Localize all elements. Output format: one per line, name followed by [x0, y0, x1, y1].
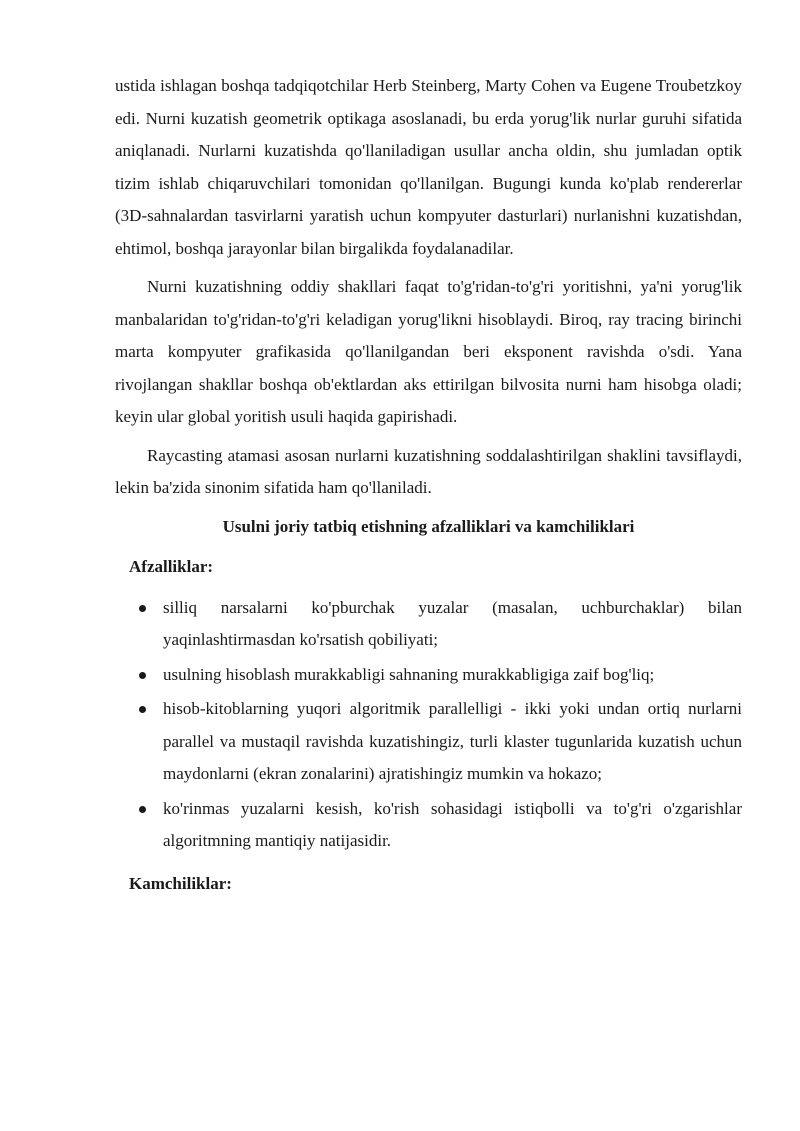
- list-item-text: hisob-kitoblarning yuqori algoritmik parallelligi - ikki yoki undan ortiq nurlarni parallel va mustaqil ravishda kuzatishingiz, turli klaster tugunlarida kuzatish uchun maydonlarni (ekran zonalarini) ajratishingiz mumkin va hokazo;: [163, 699, 742, 783]
- disadvantages-heading: Kamchiliklar:: [129, 873, 232, 893]
- body-paragraph-2: Nurni kuzatishning oddiy shakllari faqat to'g'ridan-to'g'ri yoritishni, ya'ni yorug'lik manbalaridan to'g'ridan-to'g'ri keladigan yorug'likni hisoblaydi. Biroq, ray tracing birinchi marta kompyuter grafikasida qo'llanilgandan beri eksponent ravishda o'sdi. Yana rivojlangan shakllar boshqa ob'ektlardan aks ettirilgan bilvosita nurni ham hisobga oladi; keyin ular global yoritish usuli haqida gapirishadi.: [115, 277, 742, 426]
- body-paragraph-1: ustida ishlagan boshqa tadqiqotchilar Herb Steinberg, Marty Cohen va Eugene Troubetzkoy edi. Nurni kuzatish geometrik optikaga asoslanadi, bu erda yorug'lik nurlar guruhi sifatida aniqlanadi. Nurlarni kuzatishda qo'llaniladigan usullar ancha oldin, shu jumladan optik tizim ishlab chiqaruvchilari tomonidan qo'llanilgan. Bugungi kunda ko'plab rendererlar (3D-sahnalardan tasvirlarni yaratish uchun kompyuter dasturlari) nurlanishni kuzatishdan, ehtimol, boshqa jarayonlar bilan birgalikda foydalanadilar.: [115, 76, 742, 258]
- advantages-list: [115, 592, 742, 858]
- bullet-icon: [139, 706, 146, 713]
- bullet-icon: [139, 605, 146, 612]
- bullet-icon: [139, 672, 146, 679]
- document-page: [115, 70, 742, 900]
- advantages-heading: Afzalliklar:: [129, 557, 214, 576]
- section-heading: Usulni joriy tatbiq etishning afzalliklari va kamchiliklari: [222, 516, 635, 536]
- list-item: [115, 592, 742, 657]
- list-item-text: silliq narsalarni ko'pburchak yuzalar (masalan, uchburchaklar) bilan yaqinlashtirmasdan ko'rsatish qobiliyati;: [163, 597, 742, 649]
- body-paragraph-3: Raycasting atamasi asosan nurlarni kuzatishning soddalashtirilgan shaklini tavsiflaydi, lekin ba'zida sinonim sifatida ham qo'llaniladi.: [115, 445, 742, 497]
- bullet-icon: [139, 806, 146, 813]
- list-item-text: usulning hisoblash murakkabligi sahnaning murakkabligiga zaif bog'liq;: [163, 664, 655, 684]
- list-item: [115, 693, 742, 791]
- list-item-text: ko'rinmas yuzalarni kesish, ko'rish sohasidagi istiqbolli va to'g'ri o'zgarishlar algoritmning mantiqiy natijasidir.: [163, 798, 742, 850]
- list-item: [115, 659, 742, 692]
- list-item: [115, 793, 742, 858]
